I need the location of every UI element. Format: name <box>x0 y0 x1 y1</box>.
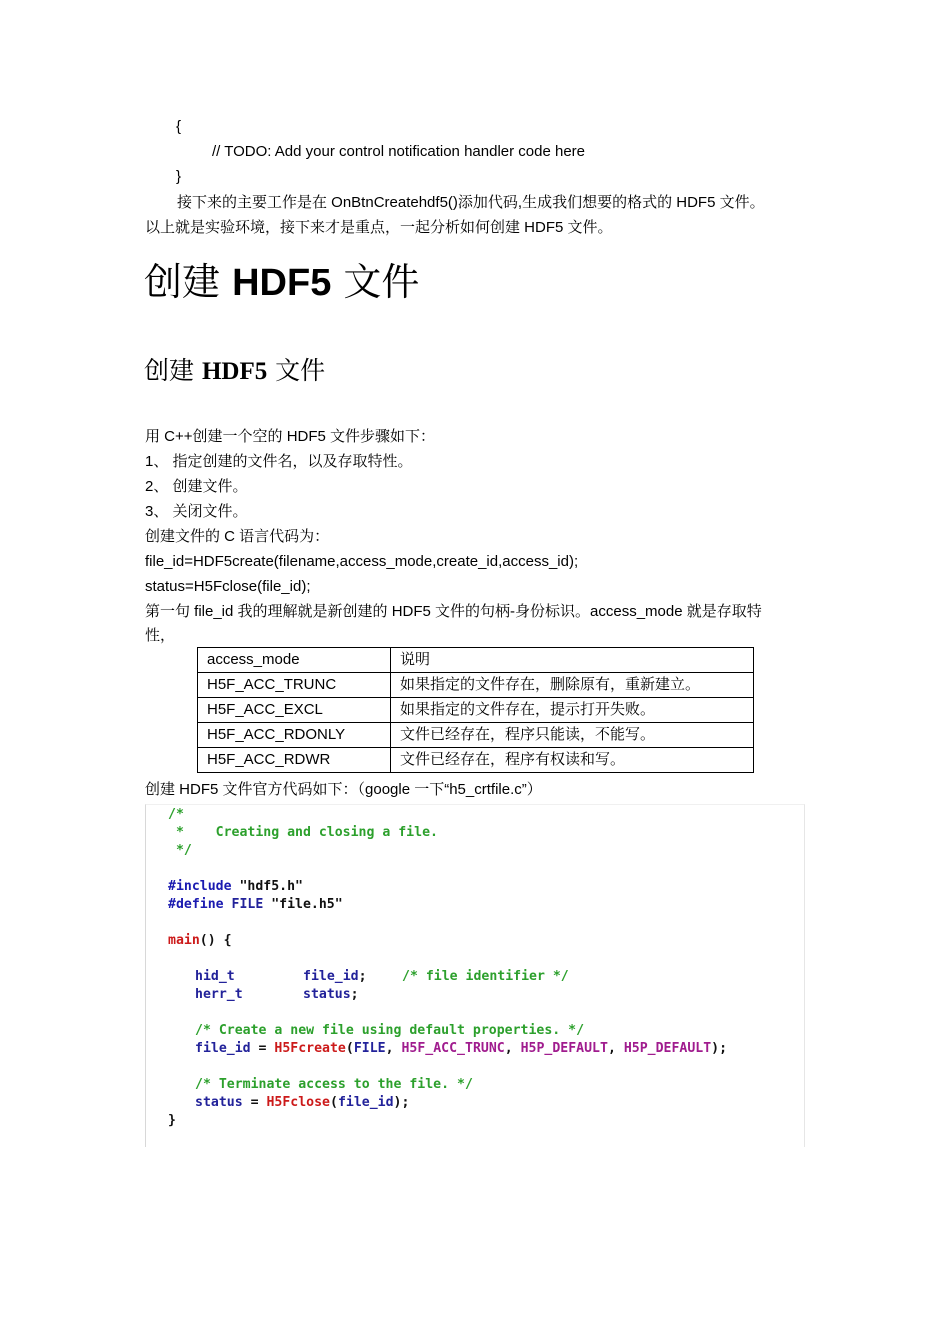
code-main-fn: main <box>168 933 200 948</box>
heading-1-bold: HDF5 <box>232 262 332 304</box>
code-paren: ( <box>345 1041 354 1056</box>
code-line-create: file_id=HDF5create(filename,access_mode,create_id,access_id); <box>145 553 579 570</box>
code-define-name: FILE <box>223 897 264 912</box>
step-3: 3、 关闭文件。 <box>145 503 248 520</box>
intro-paragraph-line2: 以上就是实验环境，接下来才是重点，一起分析如何创建 HDF5 文件。 <box>145 219 613 236</box>
code-paren: ( <box>330 1095 338 1110</box>
code-include-keyword: #include <box>168 879 232 894</box>
code-close-line <box>195 1094 409 1112</box>
table-cell-desc: 如果指定的文件存在，删除原有，重新建立。 <box>391 673 754 698</box>
access-mode-table <box>197 647 754 773</box>
code-semicolon: ; <box>350 987 359 1002</box>
code-end-brace: } <box>168 1113 176 1128</box>
code-arg-default: H5P_DEFAULT <box>623 1041 712 1056</box>
code-decl-hid <box>195 968 235 986</box>
heading-1-suffix: 文件 <box>331 260 420 304</box>
code-comment-identifier: /* file identifier */ <box>402 969 569 984</box>
table-cell-mode: H5F_ACC_EXCL <box>198 698 391 723</box>
code-main-line <box>168 932 232 950</box>
code-listing <box>145 804 805 1147</box>
code-decl-herr <box>195 986 243 1004</box>
code-paren-close: ); <box>393 1095 410 1110</box>
table-cell-desc: 如果指定的文件存在，提示打开失败。 <box>391 698 754 723</box>
code-arg-trunc: H5F_ACC_TRUNC <box>401 1041 505 1056</box>
code-decl-fileid <box>303 968 367 986</box>
code-comment-title: * Creating and closing a file. <box>168 825 438 840</box>
heading-2-bold: HDF5 <box>201 358 268 385</box>
code-comment-open: /* <box>168 807 184 822</box>
table-cell-desc: 文件已经存在，程序只能读，不能写。 <box>391 723 754 748</box>
code-comma: , <box>385 1041 402 1056</box>
table-header-cell: 说明 <box>391 648 754 673</box>
code-include-line <box>168 878 303 896</box>
table-cell-desc: 文件已经存在，程序有权读和写。 <box>391 748 754 773</box>
code-assign: = <box>250 1041 275 1056</box>
code-var-fileid: file_id <box>195 1041 251 1056</box>
close-brace: } <box>176 168 182 185</box>
code-type-herr: herr_t <box>195 987 243 1002</box>
code-create-line <box>195 1040 727 1058</box>
code-main-rest: () { <box>199 933 232 948</box>
open-brace: { <box>176 118 182 135</box>
code-define-keyword: #define <box>168 897 224 912</box>
table-cell-mode: H5F_ACC_TRUNC <box>198 673 391 698</box>
code-comment-close: */ <box>168 843 192 858</box>
intro-paragraph-line1: 接下来的主要工作是在 OnBtnCreatehdf5()添加代码,生成我们想要的格式的 HDF5 文件。 <box>177 194 765 211</box>
code-include-string: "hdf5.h" <box>231 879 303 894</box>
code-type-hid: hid_t <box>195 969 235 984</box>
code-var-status: status <box>195 1095 243 1110</box>
heading-1-prefix: 创建 <box>144 260 233 304</box>
table-cell-mode: H5F_ACC_RDWR <box>198 748 391 773</box>
explain-line1: 第一句 file_id 我的理解就是新创建的 HDF5 文件的句柄-身份标识。access_mode 就是存取特 <box>145 603 762 620</box>
table-header-row <box>198 648 754 673</box>
heading-1 <box>144 258 419 307</box>
table-cell-mode: H5F_ACC_RDONLY <box>198 723 391 748</box>
code-arg-default: H5P_DEFAULT <box>520 1041 608 1056</box>
code-arg-file: FILE <box>353 1041 386 1056</box>
code-line-close: status=H5Fclose(file_id); <box>145 578 311 595</box>
heading-2 <box>144 354 325 389</box>
heading-2-suffix: 文件 <box>267 356 326 385</box>
steps-intro: 用 C++创建一个空的 HDF5 文件步骤如下： <box>145 428 436 445</box>
code-intro: 创建文件的 C 语言代码为： <box>145 528 330 545</box>
table-row <box>198 748 754 773</box>
official-code-intro: 创建 HDF5 文件官方代码如下：（google 一下“h5_crtfile.c”） <box>145 781 542 798</box>
code-decl-status <box>303 986 359 1004</box>
code-var-status: status <box>303 987 351 1002</box>
code-fn-h5fclose: H5Fclose <box>266 1095 330 1110</box>
code-define-string: "file.h5" <box>263 897 343 912</box>
code-comma: , <box>504 1041 521 1056</box>
code-paren-close: ); <box>711 1041 728 1056</box>
code-comment-create: /* Create a new file using default properties. */ <box>195 1023 585 1038</box>
code-comma: , <box>607 1041 624 1056</box>
explain-line2: 性， <box>145 627 176 644</box>
step-1: 1、 指定创建的文件名，以及存取特性。 <box>145 453 413 470</box>
table-row <box>198 698 754 723</box>
step-2: 2、 创建文件。 <box>145 478 248 495</box>
code-define-line <box>168 896 343 914</box>
code-var-fileid: file_id <box>303 969 359 984</box>
code-comment-terminate: /* Terminate access to the file. */ <box>195 1077 473 1092</box>
code-fn-h5fcreate: H5Fcreate <box>274 1041 346 1056</box>
table-header-cell: access_mode <box>198 648 391 673</box>
table-row <box>198 723 754 748</box>
table-row <box>198 673 754 698</box>
heading-2-prefix: 创建 <box>144 356 202 385</box>
code-arg-fileid: file_id <box>337 1095 394 1110</box>
code-semicolon: ; <box>358 969 367 984</box>
code-assign: = <box>242 1095 267 1110</box>
todo-comment: // TODO: Add your control notification handler code here <box>212 143 585 160</box>
